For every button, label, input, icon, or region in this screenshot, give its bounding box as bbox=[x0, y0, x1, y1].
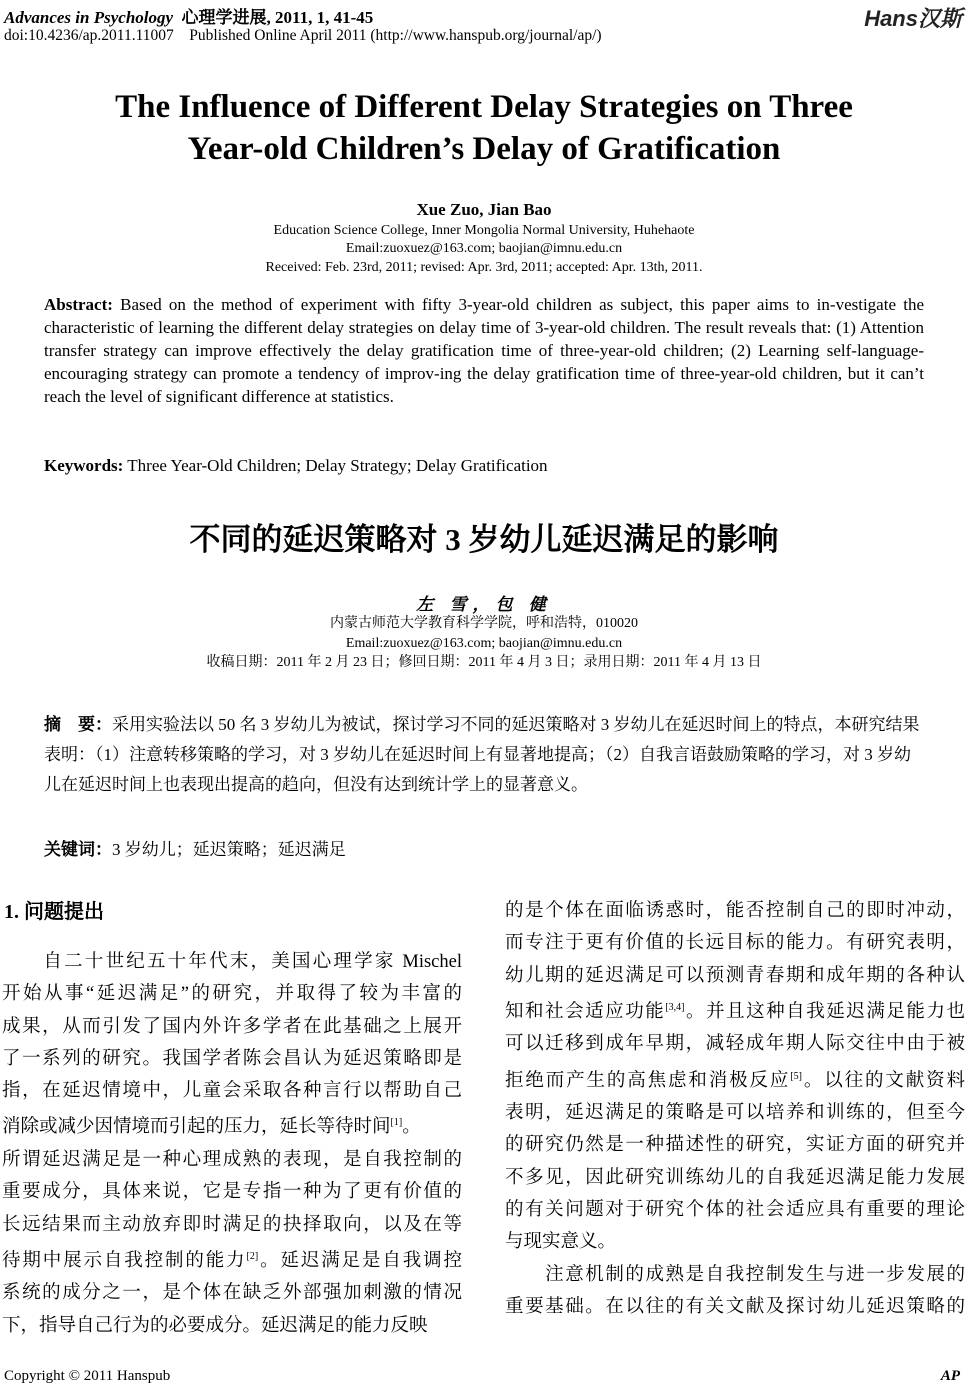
doi-line: doi:10.4236/ap.2011.11007 Published Online April 2011 (http://www.hanspub.org/journal/ap/) bbox=[4, 27, 602, 44]
title-line: The Influence of Different Delay Strategies on Three bbox=[115, 89, 853, 125]
body-line: 与现实意义。 bbox=[505, 1232, 617, 1253]
body-line: 下，指导自己行为的必要成分。延迟满足的能力反映 bbox=[2, 1315, 428, 1336]
email-en: Email:zuoxuez@163.com; baojian@imnu.edu.cn bbox=[345, 241, 623, 256]
body-line: 可以迁移到成年早期，减轻成年期人际交往中由于被 bbox=[505, 1034, 965, 1055]
body-line: 重要成分，具体来说，它是专指一种为了更有价值的 bbox=[2, 1182, 462, 1203]
abstract-label: Abstract: bbox=[44, 295, 113, 314]
received-en: Received: Feb. 23rd, 2011; revised: Apr. 3rd, 2011; accepted: Apr. 13th, 2011. bbox=[265, 260, 703, 275]
journal-header bbox=[4, 3, 373, 28]
body-line: 自二十世纪五十年代末，美国心理学家 Mischel bbox=[2, 952, 462, 972]
body-line: 的是个体在面临诱惑时，能否控制自己的即时冲动， bbox=[505, 901, 965, 921]
body-line: 待期中展示自我控制的能力[2]。延迟满足是自我调控 bbox=[2, 1250, 462, 1271]
copyright: Copyright © 2011 Hanspub bbox=[4, 1368, 171, 1384]
hans-logo: Hans汉斯 bbox=[864, 6, 962, 31]
title-line: Year-old Children’s Delay of Gratification bbox=[187, 131, 781, 167]
body-line: 所谓延迟满足是一种心理成熟的表现，是自我控制的 bbox=[2, 1149, 462, 1170]
body-line: 拒绝而产生的高焦虑和消极反应[5]。以往的文献资料 bbox=[505, 1070, 965, 1091]
abstract-en bbox=[44, 293, 924, 408]
journal-name-en: Advances in Psychology bbox=[4, 8, 174, 27]
body-line: 的研究仍然是一种描述性的研究，实证方面的研究并 bbox=[505, 1135, 965, 1156]
body-line: 指，在延迟情境中，儿童会采取各种言行以帮助自己 bbox=[2, 1081, 462, 1102]
section-heading: 1. 问题提出 bbox=[4, 901, 104, 923]
right-column bbox=[505, 895, 965, 1323]
keywords-label: Keywords: bbox=[44, 456, 124, 475]
keywords-text: Three Year-Old Children; Delay Strategy; Delay Gratification bbox=[127, 456, 548, 475]
body-line: 不多见，因此研究训练幼儿的自我延迟满足能力发展 bbox=[505, 1167, 965, 1188]
title-en bbox=[0, 86, 968, 170]
keywords-en bbox=[44, 456, 548, 476]
keywords-cn-label: 关键词： bbox=[44, 840, 112, 859]
body-line: 重要基础。在以往的有关文献及探讨幼儿延迟策略的 bbox=[505, 1296, 965, 1317]
keywords-cn-text: 3 岁幼儿；延迟策略；延迟满足 bbox=[112, 840, 346, 859]
body-line: 而专注于更有价值的长远目标的能力。有研究表明， bbox=[505, 933, 965, 954]
title-cn: 不同的延迟策略对 3 岁幼儿延迟满足的影响 bbox=[189, 522, 779, 557]
body-line: 开始从事“延迟满足”的研究，并取得了较为丰富的 bbox=[2, 984, 462, 1005]
journal-abbr: AP bbox=[940, 1368, 960, 1384]
abstract-text: Based on the method of experiment with fifty 3-year-old children as subject, this paper aims to in-vestigate the characteristic of learning the different delay strategies on delay time of 3-year-old children. The result reveals that: (1) Attention transfer strategy can improve effectively the delay gratification time of three-year-old children; (2) Learning self-language-encouraging strategy can promote a tendency of improv-ing the delay gratification time of three-year-old children, but it can’t reach the level of significant difference at statistics. bbox=[44, 295, 924, 406]
body-line: 长远结果而主动放弃即时满足的抉择取向，以及在等 bbox=[2, 1214, 462, 1235]
keywords-cn bbox=[44, 835, 346, 860]
affiliation-en: Education Science College, Inner Mongolia Normal University, Huhehaote bbox=[273, 223, 695, 238]
body-line: 了一系列的研究。我国学者陈会昌认为延迟策略即是 bbox=[2, 1048, 462, 1069]
body-line: 系统的成分之一，是个体在缺乏外部强加刺激的情况 bbox=[2, 1283, 462, 1304]
body-line: 注意机制的成熟是自我控制发生与进一步发展的 bbox=[505, 1264, 965, 1285]
left-column bbox=[2, 946, 462, 1342]
body-line: 知和社会适应功能[3,4]。并且这种自我延迟满足能力也 bbox=[505, 1001, 965, 1023]
abstract-cn-text: 采用实验法以 50 名 3 岁幼儿为被试，探讨学习不同的延迟策略对 3 岁幼儿在延迟时间上的特点，本研究结果表明：（1）注意转移策略的学习，对 3 岁幼儿在延迟时间上有显著地提高；（2）自我言语鼓励策略的学习，对 3 岁幼儿在延迟时间上也表现出提高的趋向，但没有达到统计学上的显著意义。 bbox=[44, 715, 920, 794]
authors-cn: 左 雪，包 健 bbox=[416, 595, 552, 614]
received-cn: 收稿日期：2011 年 2 月 23 日；修回日期：2011 年 4 月 3 日；录用日期：2011 年 4 月 13 日 bbox=[206, 655, 762, 670]
body-line: 表明，延迟满足的策略是可以培养和训练的，但至今 bbox=[505, 1103, 965, 1124]
body-line: 幼儿期的延迟满足可以预测青春期和成年期的各种认 bbox=[505, 965, 965, 986]
body-line: 成果，从而引发了国内外许多学者在此基础之上展开 bbox=[2, 1016, 462, 1037]
body-line: 的有关问题对于研究个体的社会适应具有重要的理论 bbox=[505, 1199, 965, 1220]
body-line: 消除或减少因情境而引起的压力，延长等待时间[1]。 bbox=[2, 1117, 421, 1138]
abstract-cn bbox=[44, 710, 924, 800]
email-cn: Email:zuoxuez@163.com; baojian@imnu.edu.cn bbox=[345, 636, 623, 651]
abstract-cn-label: 摘 要： bbox=[44, 715, 112, 734]
affiliation-cn: 内蒙古师范大学教育科学学院，呼和浩特，010020 bbox=[330, 616, 638, 631]
authors-en: Xue Zuo, Jian Bao bbox=[416, 200, 552, 219]
journal-name-cn: 心理学进展, 2011, 1, 41-45 bbox=[181, 8, 374, 27]
